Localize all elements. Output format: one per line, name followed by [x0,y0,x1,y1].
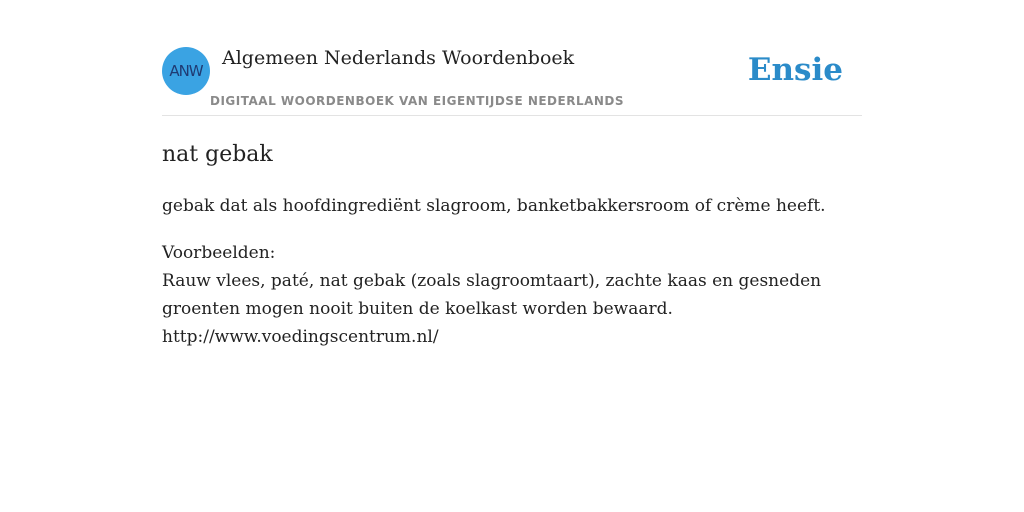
ensie-brand-logo[interactable]: Ensie [747,52,843,88]
example-text: Rauw vlees, paté, nat gebak (zoals slagroomtaart), zachte kaas en gesneden groenten mogen nooit buiten de koelkast worden bewaard. [162,271,822,319]
entry-content [162,140,862,351]
site-title[interactable]: Algemeen Nederlands Woordenboek [222,47,575,69]
site-header [162,47,862,116]
source-url: http://www.voedingscentrum.nl/ [162,327,439,347]
site-subtitle: DIGITAAL WOORDENBOEK VAN EIGENTIJDSE NEDERLANDS [210,94,625,108]
page [162,0,862,351]
examples-section [162,239,862,351]
entry-headword: nat gebak [162,142,273,167]
anw-logo[interactable]: ANW [162,47,210,95]
examples-label: Voorbeelden: [162,243,276,263]
entry-definition: gebak dat als hoofdingrediënt slagroom, banketbakkersroom of crème heeft. [162,196,826,216]
